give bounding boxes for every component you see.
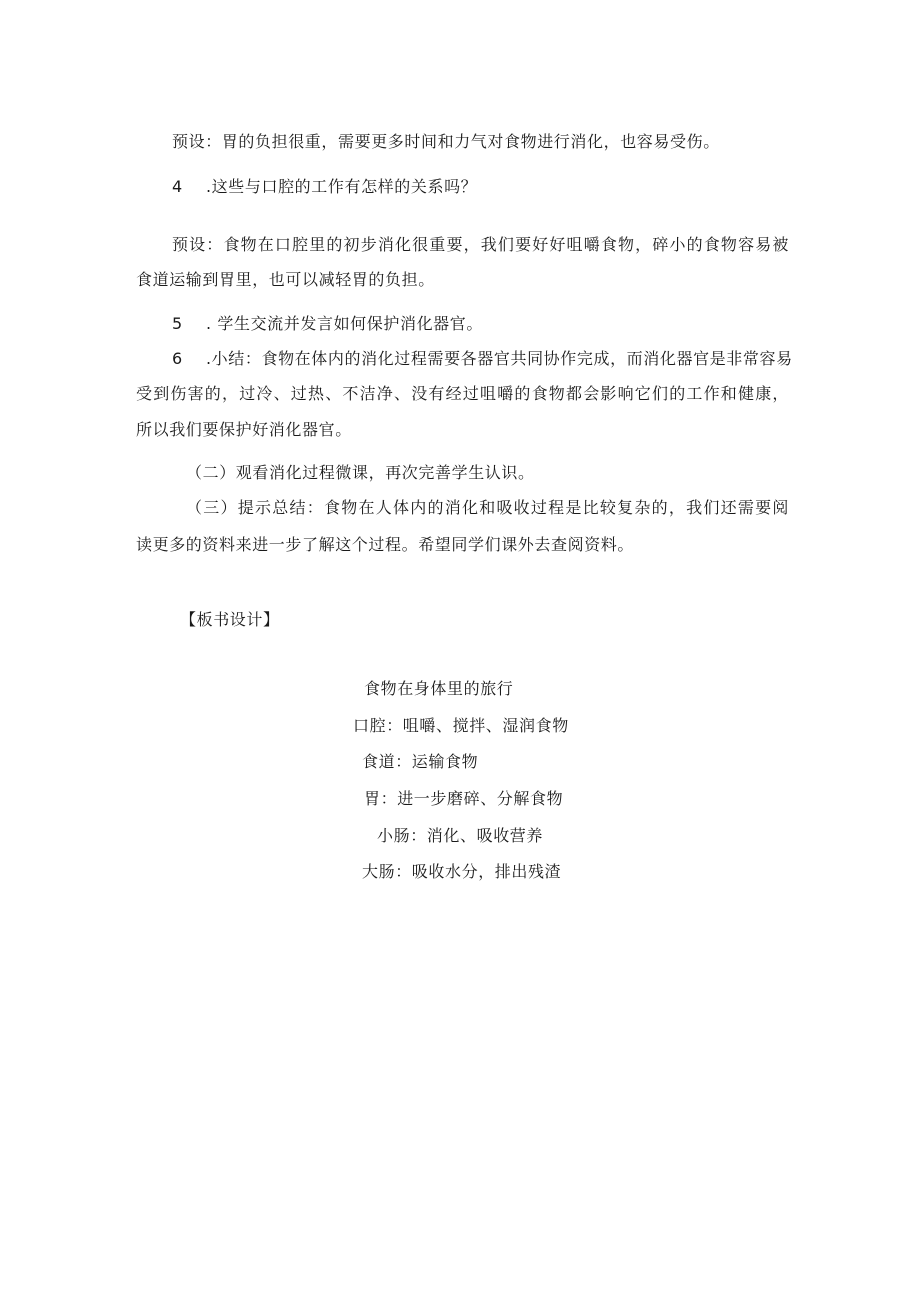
summary-line2: 受到伤害的，过冷、过热、不洁净、没有经过咀嚼的食物都会影响它们的工作和健康，: [136, 384, 789, 403]
paragraph-preset-stomach: 预设：胃的负担很重，需要更多时间和力气对食物进行消化，也容易受伤。: [172, 132, 720, 151]
summary-line3: 所以我们要保护好消化器官。: [136, 420, 352, 439]
list-item-4: [172, 177, 477, 197]
paragraph-preset-mouth-line1: 预设：食物在口腔里的初步消化很重要，我们要好好咀嚼食物，碎小的食物容易被: [172, 235, 789, 254]
paragraph-preset-mouth-line2: 食道运输到胃里，也可以减轻胃的负担。: [136, 270, 435, 289]
board-title: 食物在身体里的旅行: [364, 679, 514, 698]
list-item-5: [172, 314, 483, 334]
board-row-mouth: 口腔：咀嚼、搅拌、湿润食物: [353, 716, 569, 735]
board-row-small-intestine: 小肠：消化、吸收营养: [377, 826, 544, 845]
list-item-text: .这些与口腔的工作有怎样的关系吗？: [206, 177, 478, 196]
section-2: （二）观看消化过程微课，再次完善学生认识。: [186, 463, 535, 482]
board-row-stomach: 胃：进一步磨碎、分解食物: [364, 789, 564, 808]
board-row-esophagus: 食道：运输食物: [362, 752, 479, 771]
list-item-6: [172, 349, 793, 369]
list-item-text: . 学生交流并发言如何保护消化器官。: [206, 314, 483, 333]
list-item-number: 6: [172, 349, 183, 368]
board-row-large-intestine: 大肠：吸收水分，排出残渣: [362, 862, 562, 881]
list-item-number: 5: [172, 314, 183, 333]
list-item-number: 4: [172, 177, 183, 196]
board-design-heading: 【板书设计】: [180, 610, 280, 629]
section-3-line2: 读更多的资料来进一步了解这个过程。希望同学们课外去查阅资料。: [136, 535, 635, 554]
list-item-text: .小结：食物在体内的消化过程需要各器官共同协作完成，而消化器官是非常容易: [206, 349, 793, 368]
section-3-line1: （三）提示总结：食物在人体内的消化和吸收过程是比较复杂的，我们还需要阅: [186, 498, 789, 517]
